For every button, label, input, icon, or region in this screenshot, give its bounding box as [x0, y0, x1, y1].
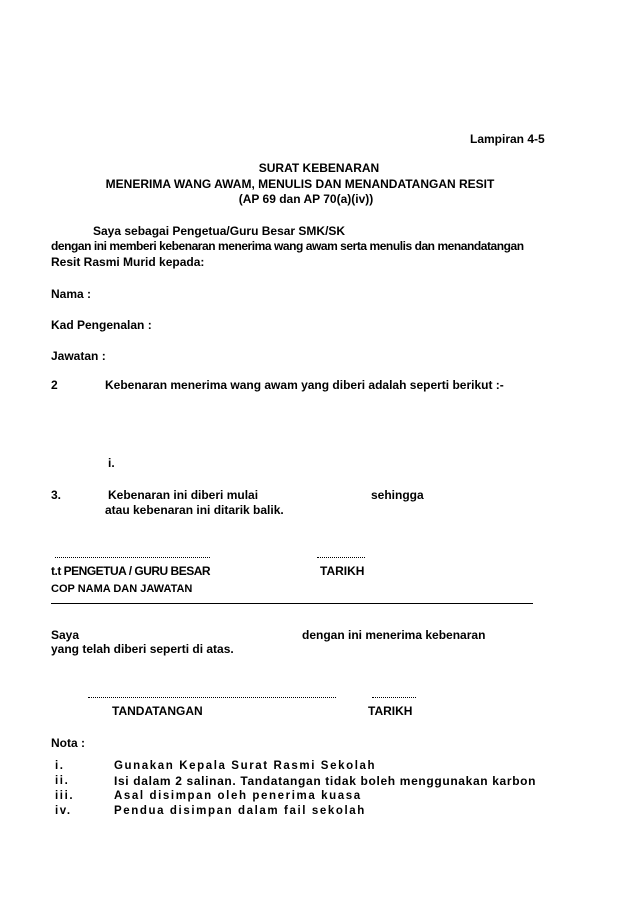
- item-3-number: 3.: [51, 488, 62, 502]
- item-3-text-2: sehingga: [371, 488, 424, 502]
- note-1-number: i.: [55, 760, 65, 772]
- field-nama-label: Nama :: [51, 287, 92, 301]
- appendix-label: Lampiran 4-5: [470, 132, 545, 146]
- note-4-text: Pendua disimpan dalam fail sekolah: [114, 805, 366, 817]
- signature-2-dotted-line: [88, 697, 336, 698]
- signature-role: t.t PENGETUA / GURU BESAR: [51, 564, 211, 578]
- signature-dotted-line: [55, 557, 210, 558]
- item-2-text: Kebenaran menerima wang awam yang diberi adalah seperti berikut :-: [105, 378, 504, 392]
- item-2-sub-i: i.: [108, 456, 115, 470]
- note-2-number: ii.: [55, 775, 70, 787]
- notes-title: Nota :: [51, 736, 85, 750]
- item-3-text-1: Kebenaran ini diberi mulai: [108, 488, 259, 502]
- document-subtitle: MENERIMA WANG AWAM, MENULIS DAN MENANDATANGAN RESIT: [105, 177, 495, 191]
- date-dotted-line: [317, 557, 365, 558]
- intro-line-1: Saya sebagai Pengetua/Guru Besar SMK/SK: [93, 224, 346, 238]
- field-kad-label: Kad Pengenalan :: [51, 318, 152, 332]
- intro-line-3: Resit Rasmi Murid kepada:: [51, 255, 205, 269]
- note-2-text: Isi dalam 2 salinan. Tandatangan tidak boleh menggunakan karbon: [114, 774, 537, 788]
- note-4-number: iv.: [55, 805, 72, 817]
- acceptance-saya: Saya: [51, 628, 80, 642]
- item-2-number: 2: [51, 378, 58, 392]
- intro-line-2: dengan ini memberi kebenaran menerima wang awam serta menulis dan menandatangan: [51, 239, 524, 253]
- field-jawatan-label: Jawatan :: [51, 349, 106, 363]
- date-2-dotted-line: [372, 697, 416, 698]
- acceptance-text: dengan ini menerima kebenaran: [302, 628, 486, 642]
- document-title: SURAT KEBENARAN: [258, 161, 380, 175]
- signature-2-date-label: TARIKH: [368, 704, 413, 718]
- acceptance-line-2: yang telah diberi seperti di atas.: [51, 642, 234, 656]
- stamp-label: COP NAMA DAN JAWATAN: [51, 583, 193, 595]
- note-3-number: iii.: [55, 790, 75, 802]
- note-1-text: Gunakan Kepala Surat Rasmi Sekolah: [114, 760, 377, 772]
- note-3-text: Asal disimpan oleh penerima kuasa: [114, 790, 362, 802]
- signature-2-label: TANDATANGAN: [112, 704, 203, 718]
- item-3-text-3: atau kebenaran ini ditarik balik.: [105, 503, 284, 517]
- section-divider: [51, 603, 533, 604]
- signature-date-label: TARIKH: [320, 564, 365, 578]
- document-reference: (AP 69 dan AP 70(a)(iv)): [238, 192, 374, 206]
